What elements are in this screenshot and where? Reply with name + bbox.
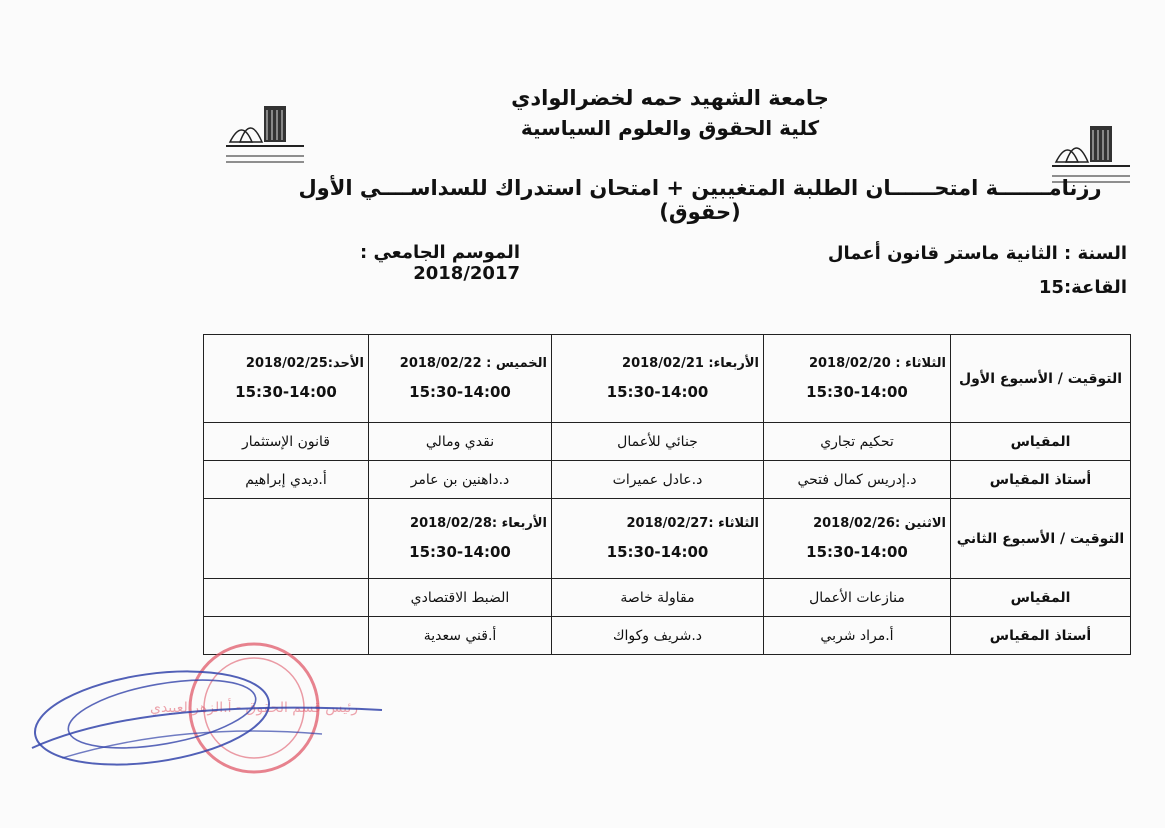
week1-module-2: جنائي للأعمال <box>552 423 764 461</box>
teacher-label-2: أستاذ المقياس <box>951 617 1131 655</box>
week2-slot-3 <box>369 499 552 579</box>
teacher-label: أستاذ المقياس <box>951 461 1131 499</box>
week1-time-row <box>204 335 1131 423</box>
university-logo-left <box>222 98 308 168</box>
exam-schedule-table <box>203 334 1131 655</box>
week2-slot-4 <box>204 499 369 579</box>
week2-hour-2: 15:30-14:00 <box>606 543 709 561</box>
week2-teacher-3: أ.قني سعدية <box>369 617 552 655</box>
week2-teacher-1: أ.مراد شربي <box>764 617 951 655</box>
week2-day-3: الأربعاء :2018/02/28 <box>410 516 547 531</box>
week2-module-3: الضبط الاقتصادي <box>369 579 552 617</box>
week2-module-1: منازعات الأعمال <box>764 579 951 617</box>
week1-time-label: التوقيت / الأسبوع الأول <box>951 335 1131 423</box>
module-label-2: المقياس <box>951 579 1131 617</box>
week1-hour-2: 15:30-14:00 <box>606 383 709 401</box>
calendar-title: رزنامـــــــة امتحــــــان الطلبة المتغيبين + امتحان استدراك للسداســــي الأول (حقوق) <box>298 176 1102 224</box>
week1-module-1: تحكيم تجاري <box>764 423 951 461</box>
year-label: السنة : الثانية ماستر قانون أعمال <box>827 243 1127 264</box>
week2-slot-2 <box>552 499 764 579</box>
week1-day-4: الأحد:2018/02/25 <box>245 356 364 371</box>
faculty-name: كلية الحقوق والعلوم السياسية <box>520 116 820 140</box>
university-name: جامعة الشهيد حمه لخضرالوادي <box>511 86 829 110</box>
week1-teacher-4: أ.ديدي إبراهيم <box>204 461 369 499</box>
week1-teacher-1: د.إدريس كمال فتحي <box>764 461 951 499</box>
week2-module-row <box>204 579 1131 617</box>
module-label: المقياس <box>951 423 1131 461</box>
week2-time-label: التوقيت / الأسبوع الثاني <box>951 499 1131 579</box>
week2-day-2: الثلاثاء :2018/02/27 <box>626 516 759 531</box>
week1-module-3: نقدي ومالي <box>369 423 552 461</box>
week2-time-row <box>204 499 1131 579</box>
week1-hour-3: 15:30-14:00 <box>409 383 511 401</box>
week1-day-2: الأربعاء: 2018/02/21 <box>622 356 759 371</box>
week1-module-row <box>204 423 1131 461</box>
week2-slot-1 <box>764 499 951 579</box>
week2-day-1: الاثنين :2018/02/26 <box>813 516 946 531</box>
week2-module-4 <box>204 579 369 617</box>
week1-teacher-3: د.داهنين بن عامر <box>369 461 552 499</box>
week1-teacher-2: د.عادل عميرات <box>552 461 764 499</box>
week2-teacher-2: د.شريف وكواك <box>552 617 764 655</box>
week1-slot-3 <box>369 335 552 423</box>
week1-hour-1: 15:30-14:00 <box>806 383 908 401</box>
week2-hour-3: 15:30-14:00 <box>409 543 511 561</box>
week1-teacher-row <box>204 461 1131 499</box>
week1-slot-1 <box>764 335 951 423</box>
official-stamp-signature <box>22 638 392 788</box>
week2-module-2: مقاولة خاصة <box>552 579 764 617</box>
week1-slot-4 <box>204 335 369 423</box>
week1-day-1: الثلاثاء : 2018/02/20 <box>808 356 946 371</box>
stamp-text: رئيس قسم الحقوق - أ.الزهر لعبيدي <box>149 700 359 716</box>
week1-day-3: الخميس : 2018/02/22 <box>399 356 547 371</box>
week1-hour-4: 15:30-14:00 <box>235 383 337 401</box>
week1-module-4: قانون الإستثمار <box>204 423 369 461</box>
hall-label: القاعة:15 <box>1038 277 1127 298</box>
season-label: الموسم الجامعي : 2018/2017 <box>359 242 520 284</box>
week2-hour-1: 15:30-14:00 <box>806 543 908 561</box>
week1-slot-2 <box>552 335 764 423</box>
